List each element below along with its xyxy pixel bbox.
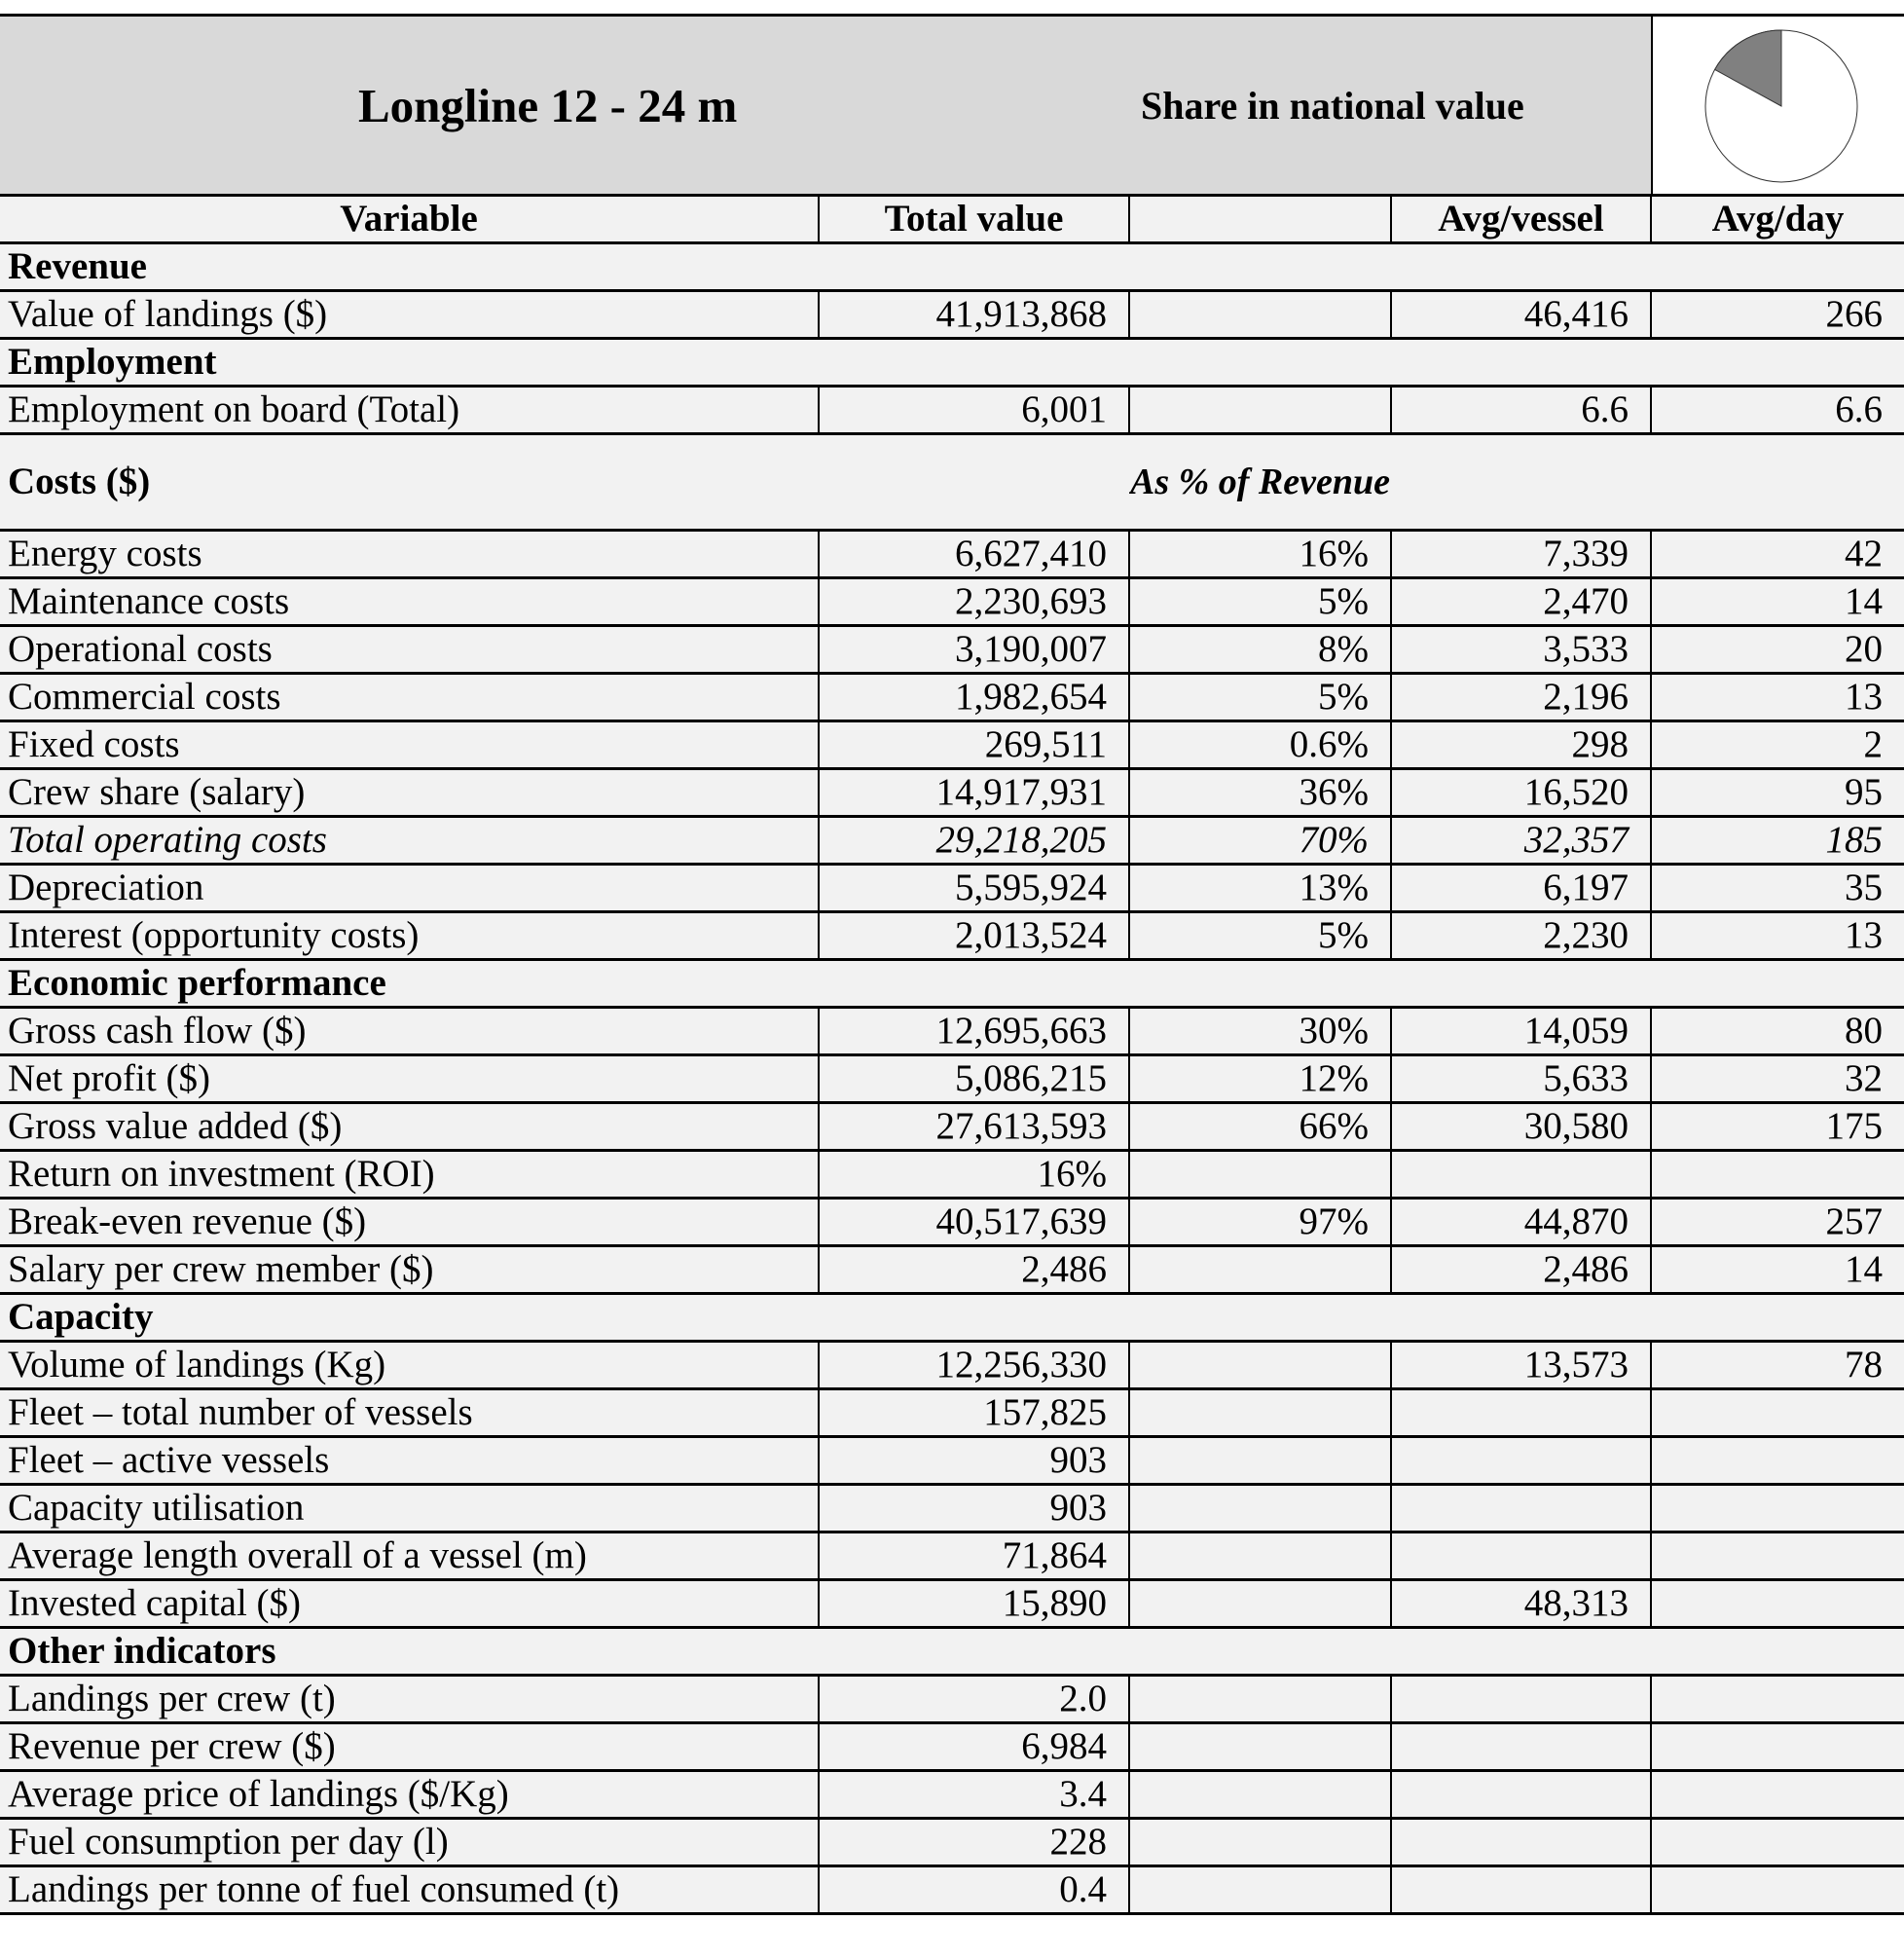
table-row	[0, 1676, 1904, 1723]
variable-label: Net profit ($)	[0, 1055, 819, 1103]
variable-label: Average length overall of a vessel (m)	[0, 1532, 819, 1580]
cell-avg-day: 32	[1651, 1055, 1904, 1103]
cell-avg-day: 185	[1651, 817, 1904, 865]
table-row	[0, 769, 1904, 817]
share-pie-chart	[1703, 28, 1859, 184]
cell-total: 903	[819, 1437, 1129, 1485]
banner-title-area	[0, 17, 1651, 194]
cell-total: 228	[819, 1819, 1129, 1866]
cell-pct	[1129, 1580, 1391, 1628]
cell-avg-day	[1651, 1866, 1904, 1914]
cell-avg-vessel: 44,870	[1391, 1199, 1651, 1246]
cell-pct	[1129, 387, 1391, 434]
cell-total: 269,511	[819, 721, 1129, 769]
cell-avg-day	[1651, 1771, 1904, 1819]
cell-avg-day: 78	[1651, 1342, 1904, 1389]
table-row	[0, 1246, 1904, 1294]
cell-total: 12,695,663	[819, 1008, 1129, 1055]
empty-cell	[819, 1628, 1904, 1676]
cell-avg-vessel	[1391, 1819, 1651, 1866]
variable-label: Capacity utilisation	[0, 1485, 819, 1532]
cell-avg-vessel	[1391, 1437, 1651, 1485]
cell-avg-day: 6.6	[1651, 387, 1904, 434]
cell-avg-vessel: 14,059	[1391, 1008, 1651, 1055]
table-row	[0, 865, 1904, 912]
cell-avg-day: 14	[1651, 578, 1904, 626]
cell-pct	[1129, 1151, 1391, 1199]
table-row	[0, 387, 1904, 434]
cell-avg-day: 13	[1651, 912, 1904, 960]
cell-pct	[1129, 291, 1391, 339]
table-row	[0, 1008, 1904, 1055]
cell-total: 14,917,931	[819, 769, 1129, 817]
cell-avg-vessel: 298	[1391, 721, 1651, 769]
empty-cell	[819, 434, 1129, 531]
variable-label: Value of landings ($)	[0, 291, 819, 339]
table-row	[0, 1580, 1904, 1628]
indicator-table	[0, 194, 1904, 1915]
section-header-row	[0, 434, 1904, 531]
segment-title: Longline 12 - 24 m	[358, 78, 738, 132]
variable-label: Fixed costs	[0, 721, 819, 769]
cell-avg-day: 257	[1651, 1199, 1904, 1246]
table-row	[0, 291, 1904, 339]
empty-cell	[1391, 434, 1904, 531]
table-row	[0, 1199, 1904, 1246]
cell-total: 41,913,868	[819, 291, 1129, 339]
variable-label: Energy costs	[0, 531, 819, 578]
section-title: Capacity	[0, 1294, 819, 1342]
cell-avg-day: 2	[1651, 721, 1904, 769]
column-header-avg-day: Avg/day	[1651, 196, 1904, 243]
table-row	[0, 1532, 1904, 1580]
cell-avg-vessel: 32,357	[1391, 817, 1651, 865]
cell-avg-vessel: 2,470	[1391, 578, 1651, 626]
variable-label: Crew share (salary)	[0, 769, 819, 817]
cell-avg-vessel: 2,486	[1391, 1246, 1651, 1294]
variable-label: Interest (opportunity costs)	[0, 912, 819, 960]
cell-total: 15,890	[819, 1580, 1129, 1628]
cell-total: 6,001	[819, 387, 1129, 434]
variable-label: Fleet – active vessels	[0, 1437, 819, 1485]
cell-pct: 97%	[1129, 1199, 1391, 1246]
cell-avg-vessel	[1391, 1532, 1651, 1580]
section-title: Other indicators	[0, 1628, 819, 1676]
cell-avg-day: 95	[1651, 769, 1904, 817]
table-row	[0, 1866, 1904, 1914]
cell-pct: 30%	[1129, 1008, 1391, 1055]
cell-avg-day: 80	[1651, 1008, 1904, 1055]
variable-label: Average price of landings ($/Kg)	[0, 1771, 819, 1819]
section-header-row	[0, 339, 1904, 387]
variable-label: Revenue per crew ($)	[0, 1723, 819, 1771]
section-title: Employment	[0, 339, 819, 387]
cell-avg-day: 266	[1651, 291, 1904, 339]
table-row	[0, 1819, 1904, 1866]
cell-pct: 66%	[1129, 1103, 1391, 1151]
cell-total: 1,982,654	[819, 674, 1129, 721]
cell-total: 2,230,693	[819, 578, 1129, 626]
variable-label: Landings per crew (t)	[0, 1676, 819, 1723]
table-row	[0, 721, 1904, 769]
cell-avg-day: 14	[1651, 1246, 1904, 1294]
cell-pct	[1129, 1437, 1391, 1485]
variable-label: Fuel consumption per day (l)	[0, 1819, 819, 1866]
cell-pct: 13%	[1129, 865, 1391, 912]
cell-pct: 5%	[1129, 912, 1391, 960]
cell-total: 40,517,639	[819, 1199, 1129, 1246]
cell-avg-day	[1651, 1532, 1904, 1580]
table-row	[0, 1151, 1904, 1199]
variable-label: Break-even revenue ($)	[0, 1199, 819, 1246]
table-row	[0, 1342, 1904, 1389]
cell-avg-day	[1651, 1437, 1904, 1485]
cell-avg-vessel: 16,520	[1391, 769, 1651, 817]
variable-label: Landings per tonne of fuel consumed (t)	[0, 1866, 819, 1914]
cell-avg-vessel	[1391, 1866, 1651, 1914]
cell-avg-day: 42	[1651, 531, 1904, 578]
variable-label: Total operating costs	[0, 817, 819, 865]
variable-label: Salary per crew member ($)	[0, 1246, 819, 1294]
table-row	[0, 674, 1904, 721]
cell-avg-vessel: 48,313	[1391, 1580, 1651, 1628]
cell-pct	[1129, 1723, 1391, 1771]
section-title: Costs ($)	[0, 434, 819, 531]
segment-banner	[0, 14, 1904, 194]
cell-avg-day	[1651, 1819, 1904, 1866]
cell-pct: 36%	[1129, 769, 1391, 817]
variable-label: Operational costs	[0, 626, 819, 674]
table-row	[0, 1485, 1904, 1532]
cell-avg-day: 13	[1651, 674, 1904, 721]
cell-avg-vessel	[1391, 1389, 1651, 1437]
indicator-table-body	[0, 243, 1904, 1914]
cell-total: 2.0	[819, 1676, 1129, 1723]
section-header-row	[0, 1628, 1904, 1676]
variable-label: Gross cash flow ($)	[0, 1008, 819, 1055]
cell-pct: 5%	[1129, 578, 1391, 626]
cell-total: 71,864	[819, 1532, 1129, 1580]
cell-total: 5,595,924	[819, 865, 1129, 912]
cell-avg-vessel: 13,573	[1391, 1342, 1651, 1389]
section-title: Economic performance	[0, 960, 819, 1008]
cell-pct: 5%	[1129, 674, 1391, 721]
cell-pct	[1129, 1342, 1391, 1389]
section-header-row	[0, 243, 1904, 291]
cell-total: 6,984	[819, 1723, 1129, 1771]
cell-total: 903	[819, 1485, 1129, 1532]
pct-of-revenue-header: As % of Revenue	[1129, 434, 1391, 531]
fleet-segment-sheet	[0, 14, 1904, 1915]
cell-total: 29,218,205	[819, 817, 1129, 865]
column-header-total-value: Total value	[819, 196, 1129, 243]
cell-total: 5,086,215	[819, 1055, 1129, 1103]
cell-pct	[1129, 1389, 1391, 1437]
cell-total: 16%	[819, 1151, 1129, 1199]
variable-label: Maintenance costs	[0, 578, 819, 626]
cell-pct	[1129, 1676, 1391, 1723]
variable-label: Gross value added ($)	[0, 1103, 819, 1151]
cell-avg-vessel: 7,339	[1391, 531, 1651, 578]
cell-pct	[1129, 1819, 1391, 1866]
column-header-avg-vessel: Avg/vessel	[1391, 196, 1651, 243]
cell-avg-day: 35	[1651, 865, 1904, 912]
cell-avg-vessel: 3,533	[1391, 626, 1651, 674]
share-in-national-value-label: Share in national value	[1141, 83, 1524, 128]
cell-avg-vessel	[1391, 1771, 1651, 1819]
cell-total: 3,190,007	[819, 626, 1129, 674]
variable-label: Depreciation	[0, 865, 819, 912]
variable-label: Invested capital ($)	[0, 1580, 819, 1628]
cell-total: 6,627,410	[819, 531, 1129, 578]
cell-pct	[1129, 1485, 1391, 1532]
table-row	[0, 817, 1904, 865]
cell-avg-day	[1651, 1485, 1904, 1532]
empty-cell	[819, 1294, 1904, 1342]
variable-label: Employment on board (Total)	[0, 387, 819, 434]
cell-avg-day	[1651, 1676, 1904, 1723]
variable-label: Commercial costs	[0, 674, 819, 721]
cell-pct: 12%	[1129, 1055, 1391, 1103]
share-pie-cell	[1651, 17, 1904, 194]
section-header-row	[0, 1294, 1904, 1342]
cell-avg-day: 175	[1651, 1103, 1904, 1151]
variable-label: Return on investment (ROI)	[0, 1151, 819, 1199]
table-row	[0, 912, 1904, 960]
table-row	[0, 1437, 1904, 1485]
cell-avg-vessel: 6,197	[1391, 865, 1651, 912]
cell-pct: 16%	[1129, 531, 1391, 578]
cell-avg-vessel: 5,633	[1391, 1055, 1651, 1103]
cell-total: 2,486	[819, 1246, 1129, 1294]
variable-label: Fleet – total number of vessels	[0, 1389, 819, 1437]
cell-total: 3.4	[819, 1771, 1129, 1819]
cell-pct	[1129, 1866, 1391, 1914]
cell-avg-day	[1651, 1580, 1904, 1628]
cell-avg-vessel	[1391, 1723, 1651, 1771]
variable-label: Volume of landings (Kg)	[0, 1342, 819, 1389]
cell-avg-day: 20	[1651, 626, 1904, 674]
cell-avg-vessel	[1391, 1151, 1651, 1199]
cell-total: 12,256,330	[819, 1342, 1129, 1389]
empty-cell	[819, 960, 1904, 1008]
cell-avg-vessel	[1391, 1676, 1651, 1723]
cell-total: 157,825	[819, 1389, 1129, 1437]
table-row	[0, 1389, 1904, 1437]
cell-avg-vessel: 30,580	[1391, 1103, 1651, 1151]
cell-pct: 8%	[1129, 626, 1391, 674]
cell-pct	[1129, 1771, 1391, 1819]
table-row	[0, 1723, 1904, 1771]
table-row	[0, 626, 1904, 674]
column-header-pct	[1129, 196, 1391, 243]
section-header-row	[0, 960, 1904, 1008]
cell-pct: 70%	[1129, 817, 1391, 865]
cell-avg-vessel: 46,416	[1391, 291, 1651, 339]
table-row	[0, 578, 1904, 626]
section-title: Revenue	[0, 243, 819, 291]
cell-avg-vessel: 2,196	[1391, 674, 1651, 721]
table-row	[0, 1771, 1904, 1819]
cell-avg-day	[1651, 1723, 1904, 1771]
table-row	[0, 1055, 1904, 1103]
cell-total: 0.4	[819, 1866, 1129, 1914]
cell-pct	[1129, 1246, 1391, 1294]
cell-avg-vessel	[1391, 1485, 1651, 1532]
cell-total: 2,013,524	[819, 912, 1129, 960]
empty-cell	[819, 243, 1904, 291]
cell-avg-vessel: 6.6	[1391, 387, 1651, 434]
cell-avg-vessel: 2,230	[1391, 912, 1651, 960]
cell-avg-day	[1651, 1389, 1904, 1437]
table-row	[0, 531, 1904, 578]
cell-pct: 0.6%	[1129, 721, 1391, 769]
column-header-variable: Variable	[0, 196, 819, 243]
column-header-row	[0, 196, 1904, 243]
cell-pct	[1129, 1532, 1391, 1580]
cell-avg-day	[1651, 1151, 1904, 1199]
cell-total: 27,613,593	[819, 1103, 1129, 1151]
table-row	[0, 1103, 1904, 1151]
empty-cell	[819, 339, 1904, 387]
